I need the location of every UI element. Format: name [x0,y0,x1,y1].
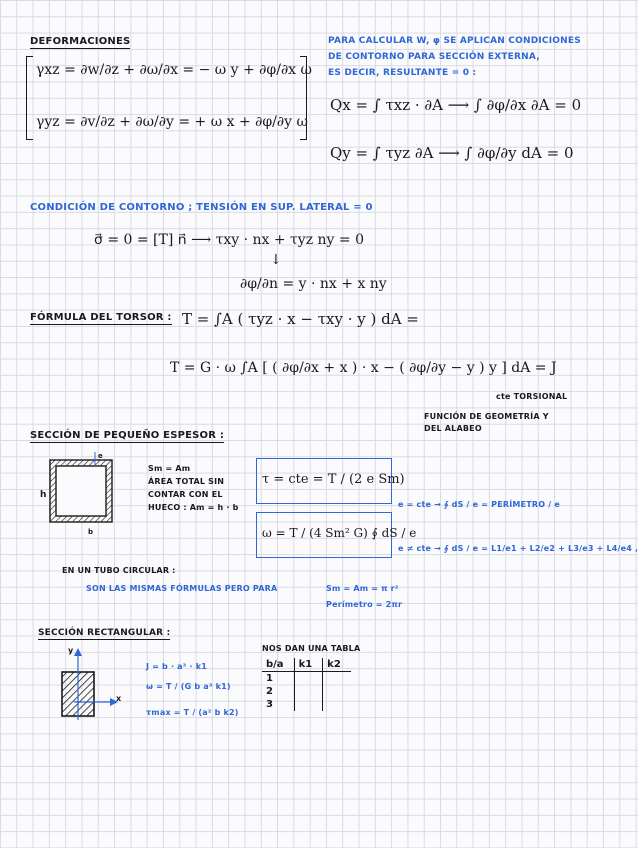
contour-note-line1: PARA CALCULAR W, φ SE APLICAN CONDICIONES [328,36,581,46]
table-header-k1: k1 [294,658,323,672]
contour-note-line2: DE CONTORNO PARA SECCIÓN EXTERNA, [328,52,540,62]
axis-label-x: x [116,694,122,703]
section-title-deformaciones: DEFORMACIONES [30,36,131,47]
height-label-h: h [40,490,47,500]
torsor-equation-2: T = G · ω ∫A [ ( ∂φ/∂x + x ) · x − ( ∂φ/∂y − y ) y ] dA = J [170,360,557,376]
axis-label-y: y [68,646,74,655]
table-header-ba: b/a [262,658,294,672]
sm-definition: Sm = Am [148,464,191,473]
torsor-equation-1: T = ∫A ( τyz · x − τxy · y ) dA = [182,310,419,328]
sm-note-line1: ÁREA TOTAL SIN [148,477,225,486]
j-rectangular-formula: J = b · a³ · k1 [146,662,207,671]
omega-formula: ω = T / (4 Sm² G) ∮ dS / e [262,526,417,540]
thin-wall-section-diagram [40,452,120,536]
constant-thickness-formula: e = cte → ∮ dS / e = PERÍMETRO / e [398,500,560,509]
rectangular-section-diagram [48,648,126,730]
circular-tube-heading: EN UN TUBO CIRCULAR : [62,566,176,575]
sm-note-line2: CONTAR CON EL [148,490,223,499]
qx-equation: Qx = ∫ τxz · ∂A ⟶ ∫ ∂φ/∂x ∂A = 0 [330,96,582,114]
k-coefficient-table [262,658,351,711]
circular-perimeter-formula: Perímetro = 2πr [326,600,403,609]
tau-max-rectangular-formula: τmax = T / (a² b k2) [146,708,239,717]
table-row-label: 1 [262,672,294,686]
section-title-condicion: CONDICIÓN DE CONTORNO ; TENSIÓN EN SUP. LATERAL = 0 [30,202,373,213]
contour-note-line3: ES DECIR, RESULTANTE = 0 : [328,68,477,78]
table-header-k2: k2 [323,658,351,672]
circular-sm-formula: Sm = Am = π r² [326,584,399,593]
cte-torsional-label: cte TORSIONAL [496,392,568,401]
table-title: NOS DAN UNA TABLA [262,644,361,653]
section-title-torsor: FÓRMULA DEL TORSOR : [30,312,172,323]
gamma-yz-equation: γyz = ∂v/∂z + ∂ω/∂y = + ω x + ∂φ/∂y ω [36,114,308,130]
table-row-label: 2 [262,685,294,698]
gamma-xz-equation: γxz = ∂w/∂z + ∂ω/∂x = − ω y + ∂φ/∂x ω [36,62,312,78]
section-title-pequeno-espesor: SECCIÓN DE PEQUEÑO ESPESOR : [30,430,225,441]
variable-thickness-formula: e ≠ cte → ∮ dS / e = L1/e1 + L2/e2 + L3/e3 + L4/e4 , [398,544,638,553]
table-row-label: 3 [262,698,294,711]
stress-boundary-equation: σ⃗ = 0 = [T] n⃗ ⟶ τxy · nx + τyz ny = 0 [94,232,364,248]
omega-rectangular-formula: ω = T / (G b a³ k1) [146,682,231,691]
left-bracket [26,56,33,140]
tau-formula: τ = cte = T / (2 e Sm) [262,472,405,487]
width-label-b: b [88,528,94,536]
geometry-note-line1: FUNCIÓN DE GEOMETRÍA Y [424,412,549,421]
geometry-note-line2: DEL ALABEO [424,424,482,433]
down-arrow-icon: ↓ [270,252,282,268]
section-title-rectangular: SECCIÓN RECTANGULAR : [38,628,171,638]
thickness-label-e: e [98,452,103,460]
normal-derivative-equation: ∂φ/∂n = y · nx + x ny [240,276,387,292]
sm-note-line3: HUECO : Am = h · b [148,503,239,512]
circular-tube-note: SON LAS MISMAS FÓRMULAS PERO PARA [86,584,278,593]
qy-equation: Qy = ∫ τyz ∂A ⟶ ∫ ∂φ/∂y dA = 0 [330,144,574,162]
